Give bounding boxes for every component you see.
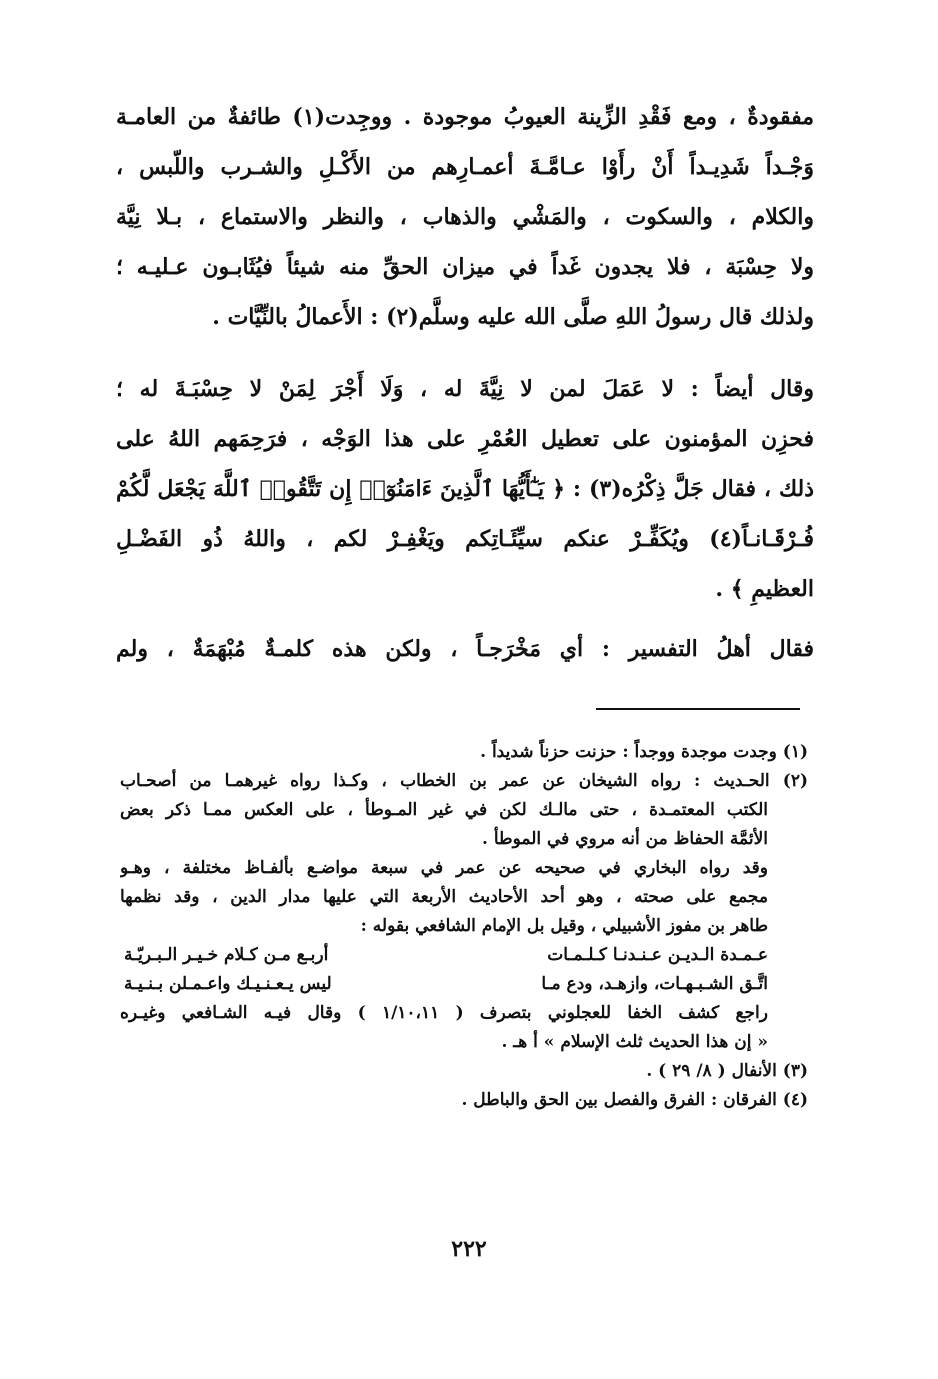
footnote-2-line: مجمع على صحته ، وهو أحد الأحاديث الأربعة التي عليها مدار الدين ، وقد نظمها [120, 887, 768, 907]
footnote-1: (١) وجدت موجدة ووجداً : حزنت حزناً شديداً . [480, 742, 808, 762]
verse-hemistich-right: اتَّـق الشـبـهـات، وازهـد، ودع مـا [541, 974, 768, 994]
main-text [116, 92, 814, 674]
footnote-2-line: راجع كشف الخفا للعجلوني بتصرف ( ١/١٠،١١ ) وقال فيـه الشـافعي وغيـره [120, 1003, 768, 1023]
verse-hemistich-left: أربـع مـن كـلام خـيـر الـبـريّـة [124, 945, 329, 965]
text-line: العظيمِ ﴾ . [715, 576, 814, 602]
verse-line [120, 941, 808, 970]
footnote-2-line: الأئمَّة الحفاظ من أنه مروي في الموطأ . [482, 829, 768, 849]
paragraph-3 [116, 624, 814, 674]
text-line: ولذلك قال رسولُ اللهِ صلَّى الله عليه وسلَّم(٢) : الأَعمالُ بالنِّيَّات . [212, 304, 814, 330]
text-line: ولا حِسْبَة ، فلا يجدون غَداً في ميزان الحقِّ منه شيئاً فيُثَابـون عـليـه ؛ [116, 254, 814, 280]
paragraph-1 [116, 92, 814, 342]
footnotes [120, 738, 808, 1115]
page-number: ٢٢٢ [451, 1236, 487, 1262]
footnote-2-line: وقد رواه البخاري في صحيحه عن عمر في سبعة مواضـع بألفـاظ مختلفة ، وهـو [120, 858, 768, 878]
text-line: فُـرْقَـانـاً(٤) ويُكَفِّـرْ عنكم سيِّئَـاتِكم ويَغْفِـرْ لكم ، واللهُ ذُو الفَضْـلِ [116, 526, 814, 552]
text-line: فقال أهلُ التفسير : أي مَخْرَجـاً ، ولكن هذه كلمـةٌ مُبْهَمَةٌ ، ولم [116, 636, 814, 662]
footnote-2-line: « إن هذا الحديث ثلث الإسلام » أ هـ . [501, 1032, 768, 1052]
footnote-2-line: طاهر بن مفوز الأشبيلي ، وقيل بل الإمام الشافعي بقوله : [360, 916, 768, 936]
text-line: ذلك ، فقال جَلَّ ذِكْرُه(٣) : ﴿ يَـٰٓأَيُّهَا ٱلَّذِينَ ءَامَنُوٓا۟ إِن تَتَّقُوا۟ ٱللَّهَ يَجْعَل لَّكُمْ [116, 476, 814, 502]
verse-line [120, 970, 808, 999]
footnote-2-line: الكتب المعتمـدة ، حتى مالـك لكن في غير المـوطأ ، على العكس ممـا ذكر بعض [120, 800, 768, 820]
footnote-4: (٤) الفرقان : الفرق والفصل بين الحق والباطل . [461, 1090, 808, 1110]
verse-hemistich-right: عـمـدة الـديـن عـنـدنـا كـلـمـات [547, 945, 768, 965]
footnote-2-line: (٢) الحـديث : رواه الشيخان عن عمر بن الخطاب ، وكـذا رواه غيرهمـا من أصحـاب [120, 771, 808, 791]
verse-hemistich-left: ليس يـعـنـيـك واعـمـلن بـنـيـة [124, 974, 332, 994]
paragraph-2 [116, 364, 814, 614]
text-line: فحزِن المؤمنون على تعطيل العُمْرِ على هذا الوَجْه ، فرَحِمَهم اللهُ على [116, 426, 814, 452]
text-line: والكلام ، والسكوت ، والمَشْي والذهاب ، والنظر والاستماع ، بـلا نِيَّة [116, 204, 814, 230]
text-line: وقال أيضاً : لا عَمَلَ لمن لا نِيَّةَ له ، وَلَا أَجْرَ لِمَنْ لا حِسْبَـةَ له ؛ [116, 376, 814, 402]
text-line: مفقودةٌ ، ومع فَقْدِ الزِّينة العيوبُ موجودة . ووجِدت(١) طائفةٌ من العامـة [116, 104, 814, 130]
text-line: وَجْـداً شَدِيـداً أَنْ رأَوْا عـامَّـةَ أعمـارِهم من الأَكْـلِ والشـرب واللّبس ، [116, 154, 814, 180]
footnote-divider [596, 708, 800, 710]
footnote-3: (٣) الأنفال ( ٨/ ٢٩ ) . [646, 1061, 808, 1081]
